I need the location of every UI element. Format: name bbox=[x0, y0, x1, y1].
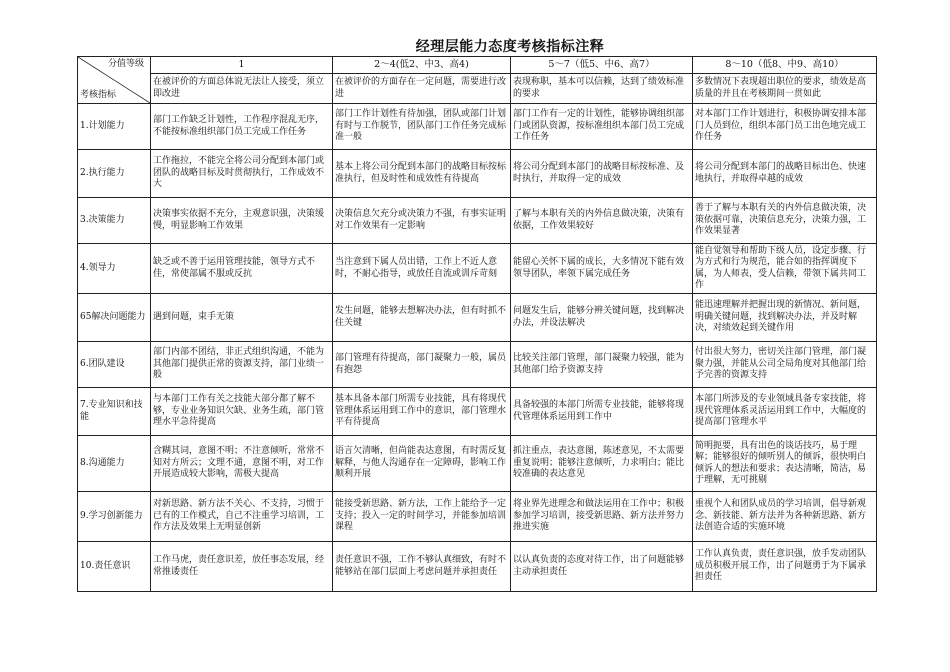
level-header-1: 1 bbox=[151, 57, 333, 74]
criteria-cell: 部门工作有一定的计划性，能够协调组织部门或团队资源，按标准组织本部门员工完成工作任务 bbox=[511, 104, 693, 150]
criteria-cell: 工作认真负责，责任意识强，放手发动团队成员积极开展工作，出了问题勇于为下属承担责任 bbox=[693, 542, 877, 592]
indicator-name: 6.团队建设 bbox=[78, 342, 151, 388]
level-header-3: 5～7（低5、中6、高7） bbox=[511, 57, 693, 74]
indicator-name: 9.学习创新能力 bbox=[78, 492, 151, 542]
indicator-name: 10.责任意识 bbox=[78, 542, 151, 592]
criteria-cell: 发生问题，能够去想解决办法，但有时抓不住关键 bbox=[333, 294, 511, 342]
criteria-cell: 能接受新思路、新方法，工作上能给予一定支持；投入一定的时间学习，并能参加培训课程 bbox=[333, 492, 511, 542]
score-level-label: 分值等级 bbox=[107, 59, 144, 69]
criteria-cell: 当注意到下属人员出错，工作上不近人意时，不耐心指导，或放任自流或训斥苛刻 bbox=[333, 244, 511, 294]
criteria-cell: 基本具备本部门所需专业技能，具有将现代管理体系运用到工作中的意识，部门管理水平有待提高 bbox=[333, 388, 511, 436]
criteria-cell: 简明扼要，具有出色的谈话技巧，易于理解；能够很好的倾听别人的倾诉，很快明白倾诉人的想法和要求；表达清晰，简洁，易于理解，无可挑剔 bbox=[693, 436, 877, 492]
header-row bbox=[78, 57, 877, 74]
criteria-cell: 重视个人和团队成员的学习培训，倡导新观念、新技能、新方法并为各种新思路、新方法创造合适的实施环境 bbox=[693, 492, 877, 542]
indicator-name: 65解决问题能力 bbox=[78, 294, 151, 342]
indicator-name: 4.领导力 bbox=[78, 244, 151, 294]
indicator-name: 8.沟通能力 bbox=[78, 436, 151, 492]
level-description: 在被评价的方面存在一定问题，需要进行改进 bbox=[333, 74, 511, 104]
table-row bbox=[78, 104, 877, 150]
table-row bbox=[78, 542, 877, 592]
table-row bbox=[78, 294, 877, 342]
criteria-cell: 了解与本职有关的内外信息做决策，决策有依据，工作效果较好 bbox=[511, 198, 693, 244]
criteria-cell: 能自觉领导和帮助下级人员，设定步骤、行为方式和行为规范，能合如的指挥调度下属，为人师表，受人信赖，带领下属共同工作 bbox=[693, 244, 877, 294]
level-header-4: 8～10（低8、中9、高10） bbox=[693, 57, 877, 74]
criteria-cell: 与本部门工作有关之技能大部分都了解不够，专业业务知识欠缺、业务生疏，部门管理水平急待提高 bbox=[151, 388, 333, 436]
criteria-cell: 付出很大努力，密切关注部门管理，部门凝聚力强，并能从公司全局角度对其他部门给予完善的资源支持 bbox=[693, 342, 877, 388]
table-row bbox=[78, 342, 877, 388]
criteria-cell: 将公司分配到本部门的战略目标出色、快速地执行，并取得卓越的成效 bbox=[693, 150, 877, 198]
criteria-cell: 部门工作计划性有待加强，团队或部门计划有时与工作脱节，团队部门工作任务完成标准一般 bbox=[333, 104, 511, 150]
criteria-cell: 能留心关怀下属的成长，大多情况下能有效领导团队，率领下属完成任务 bbox=[511, 244, 693, 294]
criteria-cell: 含糊其词，意图不明；不注意倾听，常常不知对方所云；文理不通，意图不明，对工作开展造成较大影响，需极大提高 bbox=[151, 436, 333, 492]
criteria-cell: 将业界先进理念和做法运用在工作中；积极参加学习培训，接受新思路、新方法并努力推进实施 bbox=[511, 492, 693, 542]
criteria-cell: 对新思路、新方法不关心、不支持，习惯于已有的工作模式，自己不注重学习培训，工作方法及效果上无明显创新 bbox=[151, 492, 333, 542]
indicator-name: 1.计划能力 bbox=[78, 104, 151, 150]
assessment-table bbox=[77, 56, 877, 592]
criteria-cell: 基本上将公司分配到本部门的战略目标按标准执行，但及时性和成效性有待提高 bbox=[333, 150, 511, 198]
criteria-cell: 决策信息欠充分或决策力不强，有事实证明对工作效果有一定影响 bbox=[333, 198, 511, 244]
indicator-name: 3.决策能力 bbox=[78, 198, 151, 244]
criteria-cell: 比较关注部门管理，部门凝聚力较强，能为其他部门给予资源支持 bbox=[511, 342, 693, 388]
criteria-cell: 将公司分配到本部门的战略目标按标准、及时执行，并取得一定的成效 bbox=[511, 150, 693, 198]
level-description-row bbox=[78, 74, 877, 104]
level-description: 在被评价的方面总体说无法让人接受，须立即改进 bbox=[151, 74, 333, 104]
criteria-cell: 决策事实依据不充分，主观意识强，决策缓慢，明显影响工作效果 bbox=[151, 198, 333, 244]
level-description: 表现称职，基本可以信赖，达到了绩效标准的要求 bbox=[511, 74, 693, 104]
level-description: 多数情况下表现超出职位的要求，绩效是高质量的并且在考核期间一贯如此 bbox=[693, 74, 877, 104]
document-title: 经理层能力态度考核指标注释 bbox=[415, 39, 605, 55]
criteria-cell: 能迅速理解并把握出现的新情况、新问题，明确关键问题，找到解决办法，并及时解决，对绩效起到关键作用 bbox=[693, 294, 877, 342]
table-row bbox=[78, 388, 877, 436]
criteria-cell: 工作拖拉，不能完全将公司分配到本部门或团队的战略目标及时贯彻执行，工作成效不大 bbox=[151, 150, 333, 198]
criteria-cell: 部门管理有待提高，部门凝聚力一般，属员有抱怨 bbox=[333, 342, 511, 388]
table-row bbox=[78, 436, 877, 492]
criteria-cell: 善于了解与本职有关的内外信息做决策，决策依据可靠，决策信息充分，决策力强，工作效果显著 bbox=[693, 198, 877, 244]
criteria-cell: 遇到问题，束手无策 bbox=[151, 294, 333, 342]
corner-cell bbox=[78, 57, 151, 104]
indicator-label: 考核指标 bbox=[80, 89, 117, 100]
indicator-name: 7.专业知识和技能 bbox=[78, 388, 151, 436]
level-header-2: 2～4(低2、中3、高4) bbox=[333, 57, 511, 74]
criteria-cell: 工作马虎，责任意识差，放任事态发展，经常推诿责任 bbox=[151, 542, 333, 592]
criteria-cell: 缺乏或不善于运用管理技能，领导方式不佳，常使部属不服或反抗 bbox=[151, 244, 333, 294]
criteria-cell: 本部门所涉及的专业领域具备专家技能，将现代管理体系灵活运用到工作中，大幅度的提高部门管理水平 bbox=[693, 388, 877, 436]
criteria-cell: 责任意识不强，工作不够认真细致，有时不能够站在部门层面上考虑问题并承担责任 bbox=[333, 542, 511, 592]
criteria-cell: 语言欠清晰，但尚能表达意图，有时需反复解释，与他人沟通存在一定障碍，影响工作顺利开展 bbox=[333, 436, 511, 492]
criteria-cell: 对本部门工作计划进行，积极协调安排本部门人员到位，组织本部门员工出色地完成工作任务 bbox=[693, 104, 877, 150]
criteria-cell: 部门内部不团结，非正式组织沟通，不能为其他部门提供正常的资源支持，部门业绩一般 bbox=[151, 342, 333, 388]
criteria-cell: 以认真负责的态度对待工作，出了问题能够主动承担责任 bbox=[511, 542, 693, 592]
table-row bbox=[78, 150, 877, 198]
table-row bbox=[78, 492, 877, 542]
indicator-name: 2.执行能力 bbox=[78, 150, 151, 198]
criteria-cell: 部门工作缺乏计划性，工作程序混乱无序，不能按标准组织部门员工完成工作任务 bbox=[151, 104, 333, 150]
criteria-cell: 具备较强的本部门所需专业技能，能够将现代管理体系运用到工作中 bbox=[511, 388, 693, 436]
criteria-cell: 问题发生后，能够分辨关键问题，找到解决办法，并设法解决 bbox=[511, 294, 693, 342]
table-row bbox=[78, 198, 877, 244]
table-row bbox=[78, 244, 877, 294]
criteria-cell: 抓注重点，表达意图，陈述意见，不太需要重复说明；能够注意倾听，力求明白；能比较准确的表达意见 bbox=[511, 436, 693, 492]
